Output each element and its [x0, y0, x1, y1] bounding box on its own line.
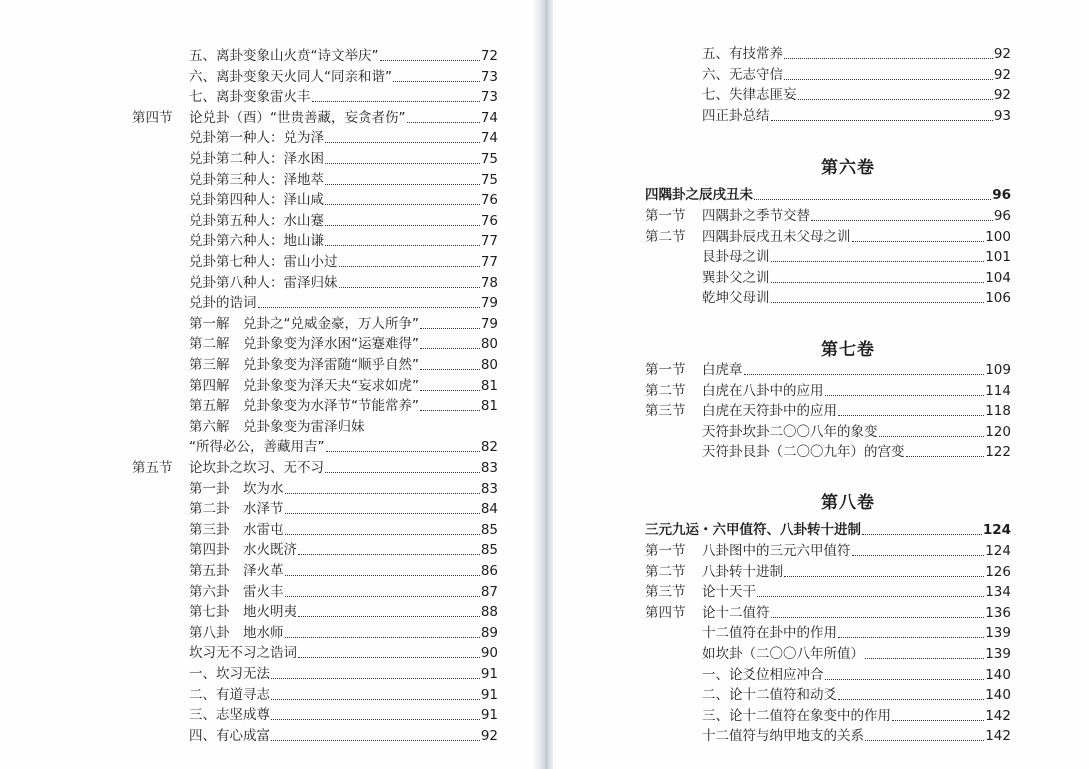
toc-entry-title: 四正卦总结: [702, 107, 770, 124]
toc-entry-title: “所得必公，善藏用吉”: [189, 439, 325, 456]
toc-row: [645, 247, 1011, 267]
toc-page-number: 88: [480, 604, 498, 621]
toc-row: [132, 479, 498, 499]
toc-leader-dots: [879, 435, 985, 437]
toc-page-number: 76: [480, 192, 498, 209]
toc-row: [645, 106, 1011, 126]
toc-page-number: 90: [480, 645, 498, 662]
toc-page-number: 118: [985, 403, 1011, 420]
toc-entry-title: 一、坎习无法: [189, 666, 270, 682]
toc-leader-dots: [298, 656, 480, 658]
toc-entry-title: 四隅卦之辰戌丑未: [645, 187, 753, 203]
toc-row: [645, 227, 1011, 247]
toc-row: [645, 65, 1011, 85]
toc-leader-dots: [811, 219, 993, 221]
toc-entry-title: 七、离卦变象雷火丰: [189, 89, 311, 106]
toc-page-number: 80: [480, 357, 498, 373]
toc-page-number: 91: [480, 666, 498, 682]
toc-leader-dots: [271, 698, 480, 700]
toc-entry-title: 天符卦艮卦（二〇〇九年）的宫变: [702, 444, 905, 461]
toc-page-number: 75: [480, 171, 498, 188]
toc-row: [645, 85, 1011, 105]
toc-page-number: 92: [993, 46, 1011, 62]
toc-entry-title: 第二卦 水泽节: [189, 501, 284, 518]
toc-entry-title: 十二值符在卦中的作用: [702, 625, 837, 642]
toc-row: [132, 252, 498, 272]
toc-section-label: 第五节: [132, 460, 173, 476]
toc-entry-title: 四、有心成富: [189, 727, 270, 744]
toc-page-number: 120: [985, 423, 1011, 440]
volume-7-title: 第七卷: [821, 340, 875, 360]
toc-page-number: 142: [985, 728, 1011, 745]
toc-page-number: 77: [480, 254, 498, 270]
toc-entry-title: 第五卦 泽火革: [189, 563, 284, 579]
toc-leader-dots: [865, 739, 984, 741]
toc-page-number: 75: [480, 151, 498, 167]
toc-entry-title: 五、有技常养: [702, 46, 783, 62]
toc-entry-title: 兑卦的诰词: [189, 295, 257, 312]
toc-row: [645, 442, 1011, 462]
toc-section-label: 第二节: [645, 563, 686, 580]
toc-entry-title: 第二解 兑卦象变为泽水困“运蹇难得”: [189, 336, 419, 353]
toc-entry-title: 天符卦坎卦二〇〇八年的象变: [702, 423, 878, 440]
toc-row: [645, 706, 1011, 726]
toc-page-number: 74: [480, 130, 498, 147]
toc-row: [132, 582, 498, 602]
toc-page-number: 139: [985, 646, 1011, 662]
toc-page-number: 92: [993, 66, 1011, 83]
toc-page-number: 142: [985, 707, 1011, 724]
toc-leader-dots: [771, 119, 993, 121]
toc-entry-title: 八卦图中的三元六甲值符: [702, 543, 851, 559]
toc-entry-title: 第八卦 地水师: [189, 624, 284, 641]
toc-entry-title: 坎习无不习之诰词: [189, 645, 297, 662]
toc-row: [132, 273, 498, 293]
toc-page-number: 80: [480, 336, 498, 353]
toc-row: [132, 149, 498, 169]
toc-entry-title: 一、论爻位相应冲合: [702, 666, 824, 683]
toc-page-number: 81: [480, 377, 498, 394]
toc-entry-title: 艮卦母之训: [702, 249, 770, 266]
toc-page-number: 92: [480, 727, 498, 744]
toc-leader-dots: [325, 244, 480, 246]
toc-page-number: 124: [985, 543, 1011, 559]
toc-row: [645, 644, 1011, 664]
toc-page-number: 74: [480, 109, 498, 126]
toc-entry-title: 十二值符与纳甲地支的关系: [702, 728, 864, 745]
toc-page-number: 79: [480, 295, 498, 312]
toc-page-number: 96: [992, 187, 1011, 203]
toc-page-number: 96: [993, 208, 1011, 224]
toc-page-number: 126: [985, 563, 1011, 580]
toc-row: [132, 499, 498, 519]
toc-entry-title: 二、有道寻志: [189, 686, 270, 703]
toc-entry-title: 第四解 兑卦象变为泽天夬“妄求如虎”: [189, 377, 419, 394]
toc-entry-title: 六、离卦变象天火同人“同亲和谐”: [189, 68, 392, 85]
toc-leader-dots: [420, 347, 480, 349]
toc-leader-dots: [825, 678, 985, 680]
toc-page-number: 82: [480, 439, 498, 456]
toc-row: [132, 314, 498, 334]
toc-entry-title: 巽卦父之训: [702, 269, 770, 286]
toc-entry-title: 五、离卦变象山火贲“诗文举庆”: [189, 48, 379, 64]
toc-leader-dots: [754, 198, 991, 200]
toc-page-number: 85: [480, 542, 498, 559]
toc-leader-dots: [271, 677, 480, 679]
toc-leader-dots: [906, 455, 985, 457]
toc-row: [645, 44, 1011, 64]
toc-entry-title: 第四卦 水火既济: [189, 542, 297, 559]
toc-row: [645, 562, 1011, 582]
toc-entry-title: 第六解 兑卦象变为雷泽归妹: [189, 418, 365, 435]
toc-row: [132, 458, 498, 478]
toc-row: [645, 401, 1011, 421]
toc-entry-title: 三、志坚成尊: [189, 707, 270, 724]
toc-leader-dots: [757, 595, 984, 597]
toc-leader-dots: [325, 141, 480, 143]
toc-row: [132, 108, 498, 128]
toc-row: [132, 540, 498, 560]
toc-leader-dots: [407, 121, 480, 123]
toc-entry-title: 白虎章: [702, 362, 743, 378]
toc-leader-dots: [784, 78, 993, 80]
toc-page-number: 93: [993, 107, 1011, 124]
toc-row: [645, 206, 1011, 226]
toc-section-label: 第一节: [645, 208, 686, 224]
toc-section-label: 第三节: [645, 584, 686, 601]
toc-row: [645, 603, 1011, 623]
toc-leader-dots: [838, 698, 984, 700]
toc-leader-dots: [298, 615, 480, 617]
toc-page-number: 101: [985, 249, 1011, 266]
toc-row: [645, 685, 1011, 705]
toc-page-number: 124: [982, 522, 1011, 538]
toc-page-number: 140: [985, 666, 1011, 683]
toc-section-label: 第四节: [132, 109, 173, 126]
toc-row: [132, 396, 498, 416]
toc-section-label: 第二节: [645, 382, 686, 399]
toc-entry-title: 第六卦 雷火丰: [189, 583, 284, 600]
toc-row: [132, 87, 498, 107]
toc-leader-dots: [271, 739, 480, 741]
toc-row: [132, 685, 498, 705]
toc-leader-dots: [325, 471, 480, 473]
toc-entry-title: 第三卦 水雷屯: [189, 521, 284, 538]
toc-leader-dots: [798, 98, 993, 100]
toc-leader-dots: [325, 162, 480, 164]
toc-row: [132, 211, 498, 231]
toc-row: [132, 128, 498, 148]
toc-entry-title: 论十二值符: [702, 604, 770, 621]
toc-page-number: 104: [985, 269, 1011, 286]
toc-section-label: 第一节: [645, 543, 686, 559]
toc-entry-title: 四隅卦辰戌丑未父母之训: [702, 228, 851, 245]
toc-entry-title: 白虎在天符卦中的应用: [702, 403, 837, 420]
toc-row: [132, 293, 498, 313]
volume-8-title: 第八卷: [821, 493, 875, 513]
toc-leader-dots: [771, 301, 985, 303]
toc-row: [132, 190, 498, 210]
toc-page-number: 87: [480, 583, 498, 600]
toc-heading-row: [645, 520, 1011, 540]
toc-page-number: 91: [480, 686, 498, 703]
toc-leader-dots: [862, 533, 982, 535]
toc-row: [645, 288, 1011, 308]
toc-row: [132, 602, 498, 622]
toc-leader-dots: [285, 595, 480, 597]
toc-leader-dots: [744, 373, 985, 375]
toc-leader-dots: [285, 512, 480, 514]
toc-leader-dots: [285, 574, 480, 576]
toc-entry-title: 兑卦第八种人：雷泽归妹: [189, 274, 338, 291]
toc-entry-title: 二、论十二值符和动爻: [702, 687, 837, 704]
toc-row: [132, 334, 498, 354]
toc-heading-row: [645, 185, 1011, 205]
toc-entry-title: 四隅卦之季节交替: [702, 208, 810, 224]
toc-entry-title: 第七卦 地火明夷: [189, 604, 297, 621]
toc-leader-dots: [838, 414, 984, 416]
toc-leader-dots: [285, 492, 480, 494]
toc-page-number: 139: [985, 625, 1011, 642]
toc-leader-dots: [892, 719, 984, 721]
toc-leader-dots: [285, 636, 480, 638]
toc-page-number: 89: [480, 624, 498, 641]
toc-page-number: 84: [480, 501, 498, 518]
toc-row: [132, 67, 498, 87]
toc-page-number: 114: [985, 382, 1011, 399]
toc-leader-dots: [285, 533, 480, 535]
toc-entry-title: 第一卦 坎为水: [189, 480, 284, 497]
toc-row: [132, 623, 498, 643]
toc-row: [645, 582, 1011, 602]
toc-entry-title: 兑卦第三种人：泽地萃: [189, 171, 324, 188]
toc-leader-dots: [771, 616, 985, 618]
toc-entry-title: 兑卦第七种人：雷山小过: [189, 254, 338, 270]
toc-entry-title: 三元九运・六甲值符、八卦转十进制: [645, 522, 861, 538]
toc-page-number: 100: [985, 228, 1011, 245]
toc-entry-title: 论兑卦（酉）“世贵善藏，妄贪者伤”: [189, 109, 406, 126]
toc-page-number: 73: [480, 89, 498, 106]
toc-row: [645, 268, 1011, 288]
toc-page-number: 76: [480, 212, 498, 229]
toc-row: [645, 623, 1011, 643]
toc-leader-dots: [298, 553, 480, 555]
toc-leader-dots: [312, 100, 480, 102]
toc-row: [645, 665, 1011, 685]
toc-page-number: 85: [480, 521, 498, 538]
toc-entry-title: 第五解 兑卦象变为水泽节“节能常养”: [189, 398, 419, 415]
toc-page-number: 91: [480, 707, 498, 724]
toc-entry-title: 第一解 兑卦之“兑威金豪，万人所争”: [189, 315, 419, 332]
toc-row: [645, 381, 1011, 401]
toc-row: [645, 541, 1011, 561]
toc-entry-title: 八卦转十进制: [702, 563, 783, 580]
toc-leader-dots: [420, 368, 480, 370]
toc-section-label: 第二节: [645, 228, 686, 245]
toc-leader-dots: [825, 394, 985, 396]
toc-row: [132, 376, 498, 396]
toc-leader-dots: [339, 265, 480, 267]
left-toc: [0, 0, 540, 769]
right-page: [553, 0, 1089, 769]
toc-row: [132, 705, 498, 725]
toc-row: [132, 170, 498, 190]
toc-entry-title: 六、无志守信: [702, 66, 783, 83]
toc-page-number: 83: [480, 460, 498, 476]
toc-leader-dots: [380, 59, 480, 61]
toc-leader-dots: [271, 718, 480, 720]
left-page: [0, 0, 540, 769]
toc-row: [132, 726, 498, 746]
toc-row: [132, 417, 498, 437]
toc-page-number: 78: [480, 274, 498, 291]
toc-row: [132, 643, 498, 663]
toc-leader-dots: [784, 575, 984, 577]
toc-row: [645, 422, 1011, 442]
toc-page-number: 136: [985, 604, 1011, 621]
toc-section-label: 第四节: [645, 604, 686, 621]
toc-page-number: 79: [480, 315, 498, 332]
toc-leader-dots: [325, 203, 480, 205]
toc-entry-title: 兑卦第一种人：兑为泽: [189, 130, 324, 147]
toc-leader-dots: [339, 286, 480, 288]
toc-entry-title: 兑卦第二种人：泽水困: [189, 151, 324, 167]
toc-leader-dots: [771, 260, 985, 262]
toc-page-number: 81: [480, 398, 498, 415]
gutter-line: [546, 0, 547, 769]
toc-page-number: 73: [480, 68, 498, 85]
toc-leader-dots: [771, 281, 985, 283]
toc-row: [132, 437, 498, 457]
toc-leader-dots: [393, 80, 480, 82]
toc-section-label: 第一节: [645, 362, 686, 378]
toc-leader-dots: [420, 327, 480, 329]
toc-page-number: 92: [993, 87, 1011, 103]
toc-page-number: 106: [985, 290, 1011, 307]
toc-leader-dots: [420, 409, 480, 411]
toc-entry-title: 兑卦第四种人：泽山咸: [189, 192, 324, 209]
toc-leader-dots: [865, 657, 984, 659]
toc-row: [132, 355, 498, 375]
toc-entry-title: 乾坤父母训: [702, 290, 770, 307]
toc-leader-dots: [784, 57, 993, 59]
toc-entry-title: 三、论十二值符在象变中的作用: [702, 707, 891, 724]
toc-leader-dots: [326, 450, 480, 452]
toc-section-label: 第三节: [645, 403, 686, 420]
toc-row: [132, 561, 498, 581]
toc-leader-dots: [852, 554, 985, 556]
toc-leader-dots: [420, 389, 480, 391]
toc-row: [132, 231, 498, 251]
toc-entry-title: 论坎卦之坎习、无不习: [189, 460, 324, 476]
toc-row: [132, 664, 498, 684]
toc-entry-title: 白虎在八卦中的应用: [702, 382, 824, 399]
toc-page-number: 77: [480, 233, 498, 250]
volume-6-title: 第六卷: [821, 158, 875, 178]
toc-leader-dots: [838, 636, 984, 638]
toc-entry-title: 如坎卦（二〇〇八年所值）: [702, 646, 864, 662]
toc-row: [645, 360, 1011, 380]
toc-entry-title: 兑卦第六种人：地山谦: [189, 233, 324, 250]
toc-leader-dots: [258, 306, 480, 308]
toc-page-number: 122: [985, 444, 1011, 461]
toc-page-number: 134: [985, 584, 1011, 601]
toc-row: [132, 520, 498, 540]
toc-leader-dots: [852, 240, 985, 242]
toc-page-number: 72: [480, 48, 498, 64]
toc-entry-title: 论十天干: [702, 584, 756, 601]
toc-entry-title: 第三解 兑卦象变为泽雷随“顺乎自然”: [189, 357, 419, 373]
right-toc: [553, 0, 1089, 769]
toc-row: [645, 726, 1011, 746]
toc-leader-dots: [325, 183, 480, 185]
toc-page-number: 109: [985, 362, 1011, 378]
toc-row: [132, 46, 498, 66]
toc-page-number: 86: [480, 563, 498, 579]
toc-leader-dots: [325, 224, 480, 226]
toc-entry-title: 七、失律志匪妄: [702, 87, 797, 103]
toc-page-number: 140: [985, 687, 1011, 704]
toc-entry-title: 兑卦第五种人：水山蹇: [189, 212, 324, 229]
toc-page-number: 83: [480, 480, 498, 497]
